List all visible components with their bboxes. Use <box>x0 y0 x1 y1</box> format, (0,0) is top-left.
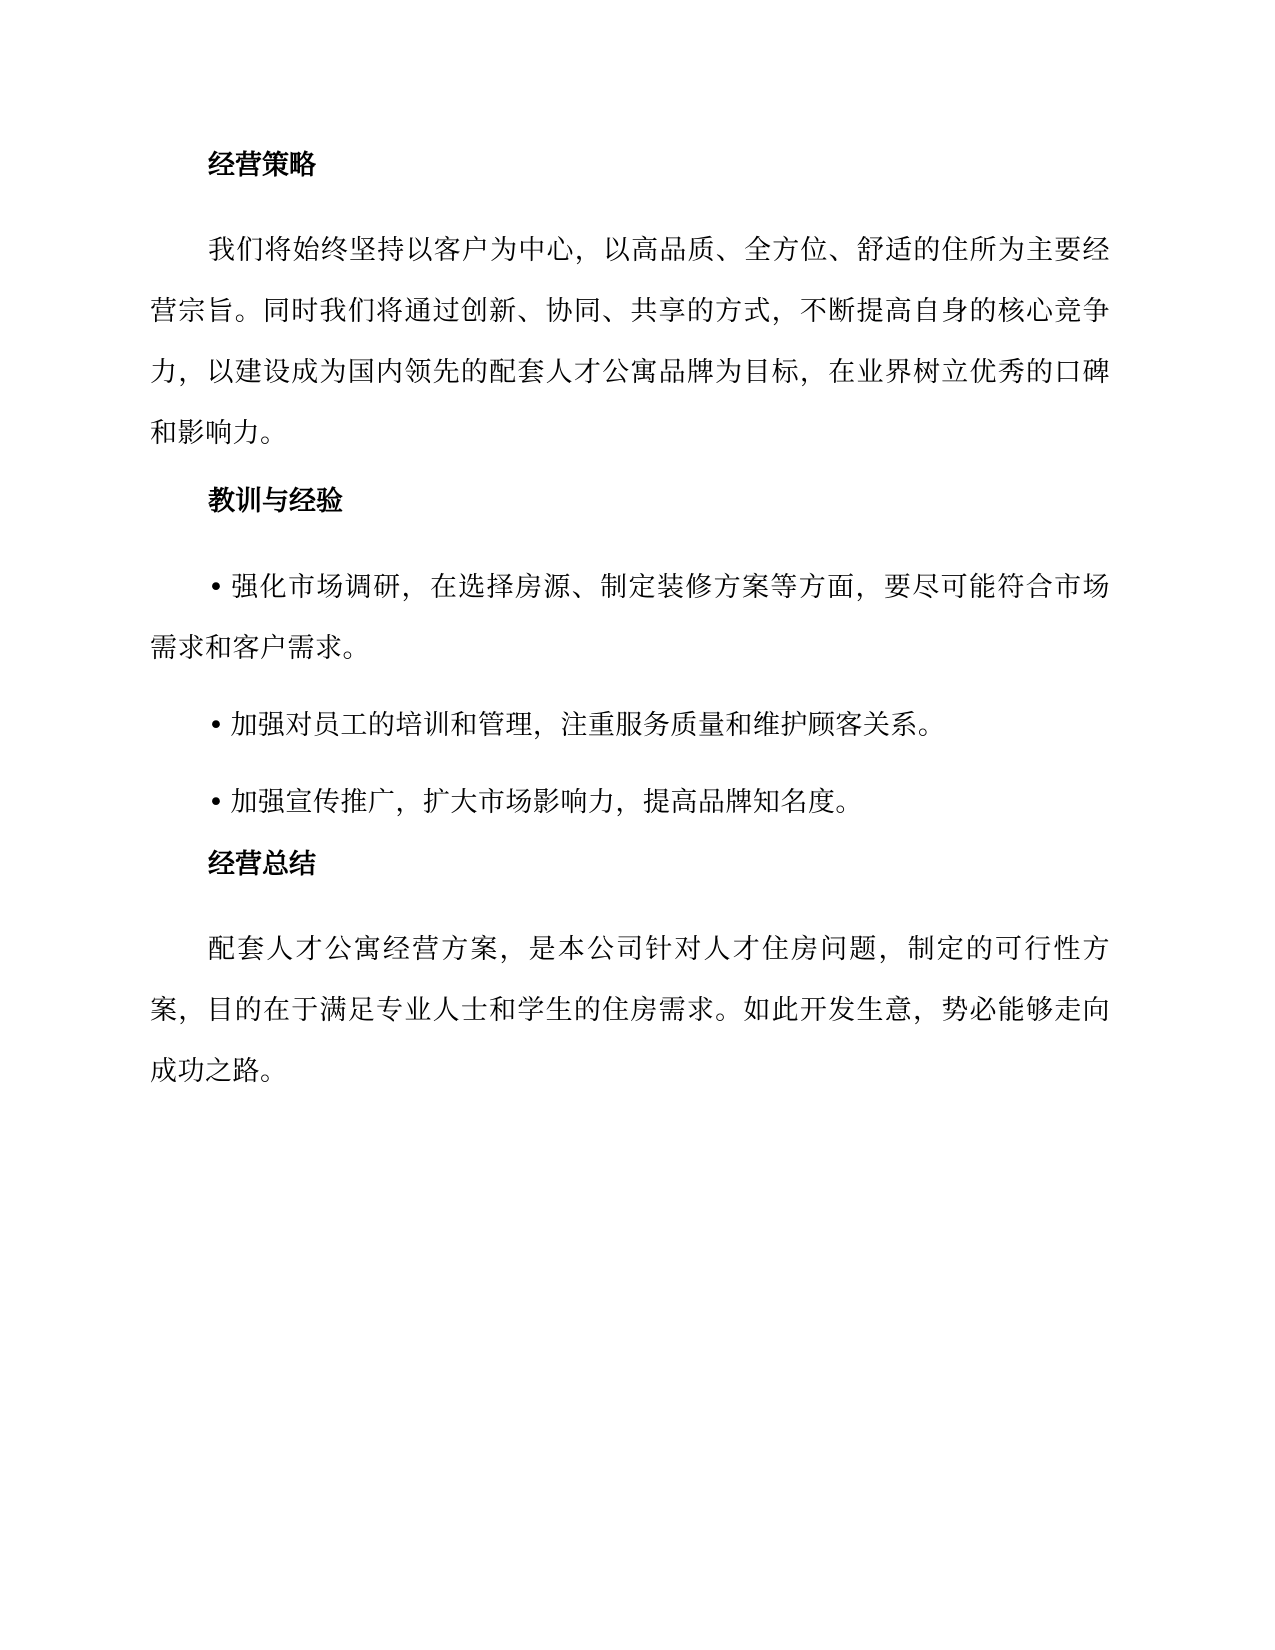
section-lessons <box>150 486 1110 832</box>
bullet-symbol: • <box>208 709 225 741</box>
section-strategy <box>150 150 1110 464</box>
paragraph: 我们将始终坚持以客户为中心，以高品质、全方位、舒适的住所为主要经营宗旨。同时我们将通过创新、协同、共享的方式，不断提高自身的核心竞争力，以建设成为国内领先的配套人才公寓品牌为目标，在业界树立优秀的口碑和影响力。 <box>150 235 1110 450</box>
section-summary <box>150 849 1110 1102</box>
section-heading: 经营总结 <box>208 848 316 880</box>
bullet-symbol: • <box>208 786 225 818</box>
bullet-text: 加强对员工的培训和管理，注重服务质量和维护顾客关系。 <box>230 709 946 741</box>
bullet-item <box>150 772 1110 833</box>
bullet-text: 加强宣传推广，扩大市场影响力，提高品牌知名度。 <box>230 786 863 818</box>
paragraph: 配套人才公寓经营方案，是本公司针对人才住房问题，制定的可行性方案，目的在于满足专业人士和学生的住房需求。如此开发生意，势必能够走向成功之路。 <box>150 934 1110 1088</box>
section-heading: 经营策略 <box>208 150 316 181</box>
bullet-symbol: • <box>208 571 225 603</box>
bullet-item <box>150 695 1110 756</box>
bullet-item <box>150 557 1110 679</box>
document-page <box>150 150 1110 1124</box>
bullet-text: 强化市场调研，在选择房源、制定装修方案等方面，要尽可能符合市场需求和客户需求。 <box>150 571 1110 664</box>
section-heading: 教训与经验 <box>208 486 343 518</box>
